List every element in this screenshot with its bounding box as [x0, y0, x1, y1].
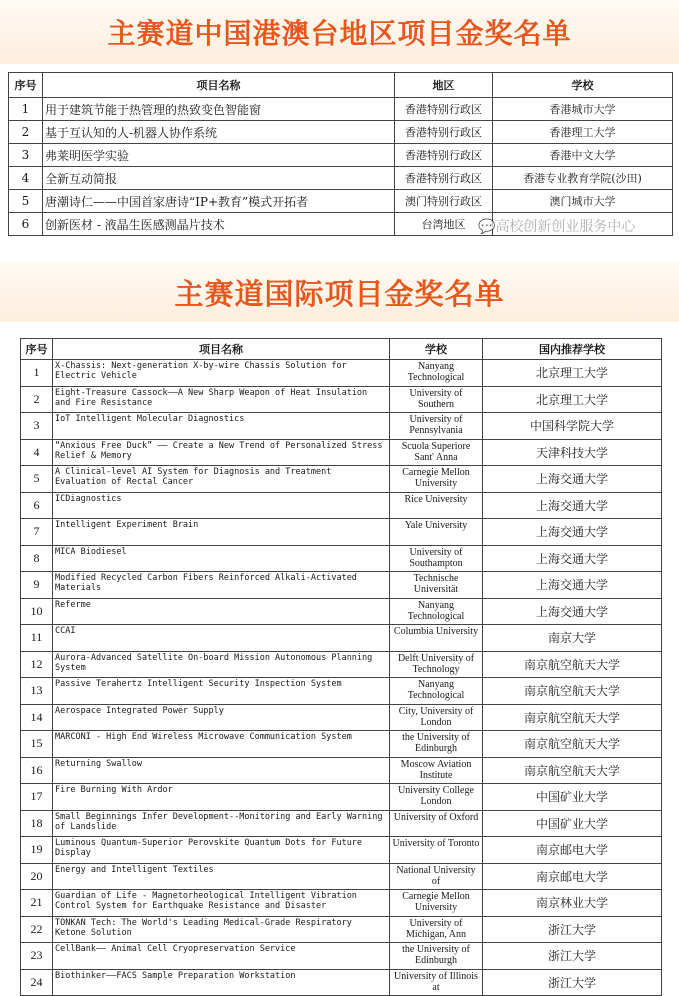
cell-index: 15 [21, 731, 53, 758]
cell-project: Aurora-Advanced Satellite On-board Mission Autonomous Planning System [53, 651, 390, 678]
cell-school: Scuola Superiore Sant' Anna [390, 439, 483, 466]
cell-project: Fire Burning With Ardor [53, 784, 390, 811]
table-row [9, 144, 673, 167]
international-table [20, 338, 662, 996]
cell-school: Yale University [390, 519, 483, 546]
cell-recommending-school: 南京航空航天大学 [483, 651, 662, 678]
watermark-text: 高校创新创业服务中心 [495, 219, 636, 235]
cell-project: Intelligent Experiment Brain [53, 519, 390, 546]
cell-school: 香港城市大学 [493, 98, 673, 121]
cell-project: 用于建筑节能于热管理的热致变色智能窗 [43, 98, 395, 121]
table-row [21, 916, 662, 943]
header-recommending-school: 国内推荐学校 [483, 339, 662, 360]
cell-project: TONKAN Tech: The World's Leading Medical-Grade Respiratory Ketone Solution [53, 916, 390, 943]
table-row [21, 969, 662, 996]
cell-school: University of Pennsylvania [390, 413, 483, 440]
cell-school: Columbia University [390, 625, 483, 652]
cell-project: A Clinical-level AI System for Diagnosis and Treatment Evaluation of Rectal Cancer [53, 466, 390, 493]
cell-index: 5 [21, 466, 53, 493]
cell-recommending-school: 上海交通大学 [483, 492, 662, 519]
cell-school: Nanyang Technological [390, 360, 483, 387]
table-row [21, 625, 662, 652]
cell-index: 12 [21, 651, 53, 678]
cell-region: 台湾地区 [395, 213, 493, 236]
cell-project: CCAI [53, 625, 390, 652]
cell-index: 9 [21, 572, 53, 599]
watermark [478, 216, 635, 236]
hk-macao-taiwan-table [8, 72, 673, 236]
cell-recommending-school: 南京林业大学 [483, 890, 662, 917]
table-row [9, 98, 673, 121]
header-region: 地区 [395, 73, 493, 98]
table-row [9, 121, 673, 144]
cell-project: MICA Biodiesel [53, 545, 390, 572]
table-header-row [9, 73, 673, 98]
cell-index: 21 [21, 890, 53, 917]
cell-project: Modified Recycled Carbon Fibers Reinforced Alkali-Activated Materials [53, 572, 390, 599]
table-row [21, 943, 662, 970]
cell-index: 2 [9, 121, 43, 144]
table-row [21, 360, 662, 387]
cell-school: Moscow Aviation Institute [390, 757, 483, 784]
cell-school: Carnegie Mellon University [390, 466, 483, 493]
cell-index: 4 [9, 167, 43, 190]
cell-project: CellBank—— Animal Cell Cryopreservation Service [53, 943, 390, 970]
table-row [21, 890, 662, 917]
cell-project: Eight-Treasure Cassock——A New Sharp Weapon of Heat Insulation and Fire Resistance [53, 386, 390, 413]
cell-index: 13 [21, 678, 53, 705]
cell-project: 基于互认知的人-机器人协作系统 [43, 121, 395, 144]
cell-school: Technische Universität [390, 572, 483, 599]
cell-recommending-school: 南京大学 [483, 625, 662, 652]
cell-recommending-school: 浙江大学 [483, 969, 662, 996]
cell-recommending-school: 浙江大学 [483, 916, 662, 943]
table-row [21, 439, 662, 466]
cell-index: 23 [21, 943, 53, 970]
cell-recommending-school: 中国矿业大学 [483, 810, 662, 837]
cell-project: Passive Terahertz Intelligent Security Inspection System [53, 678, 390, 705]
cell-school: 香港中文大学 [493, 144, 673, 167]
cell-index: 24 [21, 969, 53, 996]
cell-project: Returning Swallow [53, 757, 390, 784]
table-row [21, 863, 662, 890]
cell-school: Nanyang Technological [390, 678, 483, 705]
cell-index: 6 [9, 213, 43, 236]
cell-recommending-school: 中国科学院大学 [483, 413, 662, 440]
cell-index: 14 [21, 704, 53, 731]
table-row [21, 810, 662, 837]
cell-school: University of Michigan, Ann [390, 916, 483, 943]
cell-region: 香港特别行政区 [395, 167, 493, 190]
cell-recommending-school: 南京航空航天大学 [483, 704, 662, 731]
cell-index: 19 [21, 837, 53, 864]
cell-recommending-school: 北京理工大学 [483, 360, 662, 387]
cell-index: 5 [9, 190, 43, 213]
cell-index: 18 [21, 810, 53, 837]
cell-school: the University of Edinburgh [390, 943, 483, 970]
table-row [21, 572, 662, 599]
table-row [21, 545, 662, 572]
cell-recommending-school: 北京理工大学 [483, 386, 662, 413]
table-row [21, 678, 662, 705]
table-row [21, 598, 662, 625]
header-project: 项目名称 [53, 339, 390, 360]
table-row [21, 386, 662, 413]
cell-index: 3 [21, 413, 53, 440]
cell-project: “Anxious Free Duck” —— Create a New Trend of Personalized Stress Relief & Memory [53, 439, 390, 466]
cell-index: 7 [21, 519, 53, 546]
cell-project: Biothinker——FACS Sample Preparation Workstation [53, 969, 390, 996]
cell-recommending-school: 天津科技大学 [483, 439, 662, 466]
table-row [9, 190, 673, 213]
cell-school: City, University of London [390, 704, 483, 731]
table-row [21, 651, 662, 678]
cell-recommending-school: 中国矿业大学 [483, 784, 662, 811]
cell-school: National University of [390, 863, 483, 890]
cell-index: 2 [21, 386, 53, 413]
table-row [21, 704, 662, 731]
cell-school: 香港理工大学 [493, 121, 673, 144]
table-row [9, 167, 673, 190]
cell-school: Delft University of Technology [390, 651, 483, 678]
cell-region: 香港特别行政区 [395, 98, 493, 121]
table-row [21, 757, 662, 784]
table-row [21, 519, 662, 546]
header-index: 序号 [9, 73, 43, 98]
chat-icon: 💬 [478, 219, 496, 235]
cell-recommending-school: 南京航空航天大学 [483, 757, 662, 784]
cell-project: Small Beginnings Infer Development--Monitoring and Early Warning of Landslide [53, 810, 390, 837]
cell-region: 香港特别行政区 [395, 121, 493, 144]
cell-project: IoT Intelligent Molecular Diagnostics [53, 413, 390, 440]
cell-school: Rice University [390, 492, 483, 519]
cell-school: Carnegie Mellon University [390, 890, 483, 917]
table-row [21, 413, 662, 440]
cell-school: the University of Edinburgh [390, 731, 483, 758]
table-row [21, 466, 662, 493]
cell-index: 20 [21, 863, 53, 890]
cell-school: Nanyang Technological [390, 598, 483, 625]
cell-index: 3 [9, 144, 43, 167]
cell-project: MARCONI - High End Wireless Microwave Communication System [53, 731, 390, 758]
cell-index: 16 [21, 757, 53, 784]
cell-school: 澳门城市大学 [493, 190, 673, 213]
cell-school: University of Southern [390, 386, 483, 413]
banner-hk-macao-taiwan [0, 0, 679, 64]
cell-project: Energy and Intelligent Textiles [53, 863, 390, 890]
cell-recommending-school: 上海交通大学 [483, 572, 662, 599]
table-row [21, 784, 662, 811]
cell-index: 1 [21, 360, 53, 387]
cell-project: 创新医材 - 液晶生医感测晶片技术 [43, 213, 395, 236]
header-index: 序号 [21, 339, 53, 360]
cell-school: University of Illinois at [390, 969, 483, 996]
cell-project: ICDiagnostics [53, 492, 390, 519]
cell-project: Luminous Quantum-Superior Perovskite Quantum Dots for Future Display [53, 837, 390, 864]
cell-recommending-school: 上海交通大学 [483, 545, 662, 572]
cell-index: 10 [21, 598, 53, 625]
banner-title: 主赛道中国港澳台地区项目金奖名单 [107, 17, 572, 50]
cell-index: 22 [21, 916, 53, 943]
cell-school: 香港专业教育学院(沙田) [493, 167, 673, 190]
banner-international [0, 262, 679, 322]
cell-recommending-school: 南京邮电大学 [483, 837, 662, 864]
cell-recommending-school: 南京航空航天大学 [483, 731, 662, 758]
table-header-row [21, 339, 662, 360]
cell-recommending-school: 上海交通大学 [483, 519, 662, 546]
cell-school: University of Southampton [390, 545, 483, 572]
cell-index: 11 [21, 625, 53, 652]
cell-region: 香港特别行政区 [395, 144, 493, 167]
cell-school: University of Toronto [390, 837, 483, 864]
cell-recommending-school: 浙江大学 [483, 943, 662, 970]
cell-project: 唐潮诗仁——中国首家唐诗“IP+教育”模式开拓者 [43, 190, 395, 213]
cell-recommending-school: 南京航空航天大学 [483, 678, 662, 705]
cell-index: 1 [9, 98, 43, 121]
cell-index: 4 [21, 439, 53, 466]
table-row [21, 731, 662, 758]
cell-project: 全新互动简报 [43, 167, 395, 190]
cell-school: University of Oxford [390, 810, 483, 837]
cell-index: 17 [21, 784, 53, 811]
cell-recommending-school: 上海交通大学 [483, 466, 662, 493]
header-project: 项目名称 [43, 73, 395, 98]
table-row [21, 837, 662, 864]
banner-title: 主赛道国际项目金奖名单 [174, 276, 505, 311]
cell-index: 8 [21, 545, 53, 572]
table-row [21, 492, 662, 519]
cell-recommending-school: 南京邮电大学 [483, 863, 662, 890]
cell-region: 澳门特别行政区 [395, 190, 493, 213]
cell-index: 6 [21, 492, 53, 519]
cell-project: X-Chassis: Next-generation X-by-wire Chassis Solution for Electric Vehicle [53, 360, 390, 387]
cell-project: Guardian of Life - Magnetorheological Intelligent Vibration Control System for Earthquake Resistance and Disaster [53, 890, 390, 917]
cell-project: 弗莱明医学实验 [43, 144, 395, 167]
cell-recommending-school: 上海交通大学 [483, 598, 662, 625]
cell-project: Referme [53, 598, 390, 625]
cell-project: Aerospace Integrated Power Supply [53, 704, 390, 731]
header-school: 学校 [390, 339, 483, 360]
cell-school: University College London [390, 784, 483, 811]
header-school: 学校 [493, 73, 673, 98]
